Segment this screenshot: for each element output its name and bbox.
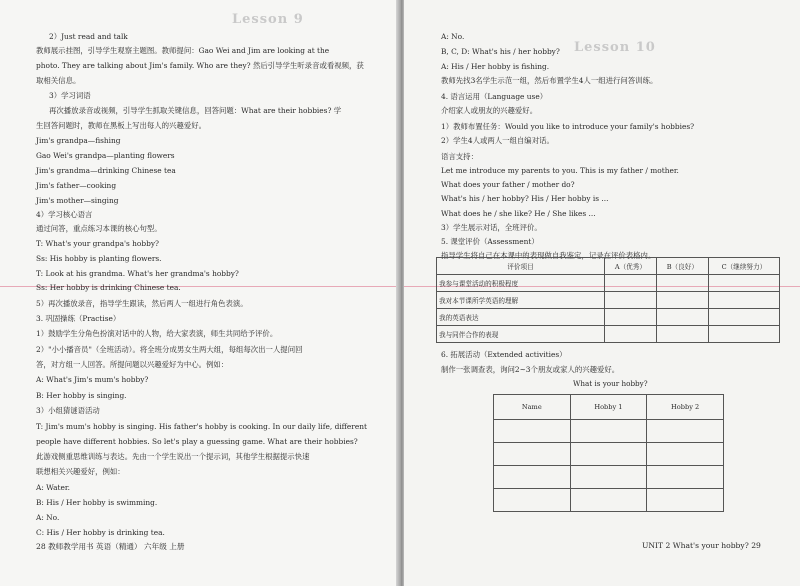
text-line: 生回答问题时，教师在黑板上写出每人的兴趣爱好。 <box>36 121 206 130</box>
text-line: Gao Wei's grandpa—planting flowers <box>36 151 175 160</box>
table-row <box>494 466 724 489</box>
assessment-header: C（继续努力） <box>708 258 779 275</box>
text-line: Jim's father—cooking <box>36 181 117 190</box>
text-line: T: What's your grandpa's hobby? <box>36 239 159 248</box>
extended-activities-text: 制作一张调查表，询问2~3个朋友或家人的兴趣爱好。 <box>441 365 620 374</box>
assessment-header: 评价项目 <box>437 258 605 275</box>
table-row <box>437 326 780 343</box>
survey-header: Hobby 1 <box>570 395 647 420</box>
text-line: Jim's grandpa—fishing <box>36 136 121 145</box>
text-line: 1）鼓励学生分角色扮演对话中的人物，给大家表演，师生共同给予评价。 <box>36 329 278 338</box>
text-line: A: Water. <box>36 483 70 492</box>
text-line: 4）学习核心语言 <box>36 210 93 219</box>
text-line: 答，对方组一人回答。所提问题以兴趣爱好为中心。例如： <box>36 360 229 369</box>
text-line: 2）Just read and talk <box>49 32 128 41</box>
text-line: 3）学习词语 <box>49 91 91 100</box>
text-line: 通过问答，重点练习本课的核心句型。 <box>36 224 162 233</box>
text-line: 2）学生4人或两人一组自编对话。 <box>441 136 554 145</box>
text-line: 5. 课堂评价（Assessment） <box>441 237 539 246</box>
text-line: 教师展示挂图，引导学生观察主题图。教师提问：Gao Wei and Jim are looking at the <box>36 46 330 55</box>
text-line: 语言支持： <box>441 152 478 161</box>
text-line: A: No. <box>441 32 465 41</box>
text-line: 取相关信息。 <box>36 76 81 85</box>
left-page-footer: 28 教师教学用书 英语（精通） 六年级 上册 <box>36 542 185 551</box>
assessment-item: 我对本节课所学英语的理解 <box>437 292 605 309</box>
table-row <box>437 309 780 326</box>
text-line: people have different hobbies. So let's play a guessing game. What are their hobbies? <box>36 437 358 446</box>
text-line: Let me introduce my parents to you. This is my father / mother. <box>441 166 679 175</box>
text-line: Jim's mother—singing <box>36 196 119 205</box>
hobby-survey-table <box>493 394 724 512</box>
table-row <box>494 489 724 512</box>
text-line: T: Look at his grandma. What's her grandma's hobby? <box>36 269 239 278</box>
text-line: 3）学生展示对话，全班评价。 <box>441 223 542 232</box>
text-line: 5）再次播放录音，指导学生跟读，然后两人一组进行角色表演。 <box>36 299 248 308</box>
text-line: 4. 语言运用（Language use） <box>441 92 548 101</box>
table-row <box>494 443 724 466</box>
table-row <box>437 275 780 292</box>
text-line: 指导学生将自己在本课中的表现做自我鉴定，记录在评价表格内。 <box>441 251 656 260</box>
text-line: What does your father / mother do? <box>441 180 575 189</box>
text-line: Ss: His hobby is planting flowers. <box>36 254 162 263</box>
text-line: 1）教师布置任务：Would you like to introduce your family's hobbies? <box>441 122 695 131</box>
text-line: What does he / she like? He / She likes ... <box>441 209 596 218</box>
text-line: B: Her hobby is singing. <box>36 391 127 400</box>
survey-header: Hobby 2 <box>647 395 724 420</box>
text-line: Ss: Her hobby is drinking Chinese tea. <box>36 283 181 292</box>
text-line: 再次播放录音或视频，引导学生抓取关键信息，回答问题：What are their hobbies? 学 <box>49 106 342 115</box>
table-row <box>437 292 780 309</box>
text-line: B, C, D: What's his / her hobby? <box>441 47 560 56</box>
text-line: B: His / Her hobby is swimming. <box>36 498 158 507</box>
text-line: What's his / her hobby? His / Her hobby is ... <box>441 194 609 203</box>
text-line: 介绍家人或朋友的兴趣爱好。 <box>441 106 538 115</box>
text-line: 3. 巩固操练（Practise） <box>36 314 121 323</box>
text-line: C: His / Her hobby is drinking tea. <box>36 528 165 537</box>
extended-activities-heading: 6. 拓展活动（Extended activities） <box>441 350 567 359</box>
text-line: 此游戏侧重思维训练与表达。先由一个学生说出一个提示词，其他学生根据提示快速 <box>36 452 310 461</box>
assessment-item: 我的英语表达 <box>437 309 605 326</box>
assessment-item: 我与同伴合作的表现 <box>437 326 605 343</box>
text-line: A: His / Her hobby is fishing. <box>441 62 550 71</box>
text-line: 3）小组猜谜语活动 <box>36 406 100 415</box>
assessment-item: 我参与课堂活动的积极程度 <box>437 275 605 292</box>
assessment-header: A（优秀） <box>605 258 657 275</box>
text-line: 教师先找3名学生示范一组，然后布置学生4人一组进行问答训练。 <box>441 76 658 85</box>
ghost-show-through: Lesson 9 <box>232 12 304 27</box>
text-line: photo. They are talking about Jim's family. Who are they? 然后引导学生听录音或看视频，获 <box>36 61 364 70</box>
right-page-footer: UNIT 2 What's your hobby? 29 <box>642 541 761 550</box>
assessment-header: B（良好） <box>656 258 708 275</box>
text-line: Jim's grandma—drinking Chinese tea <box>36 166 176 175</box>
ghost-show-through: Lesson 10 <box>574 40 656 55</box>
table-row <box>494 420 724 443</box>
survey-caption: What is your hobby? <box>573 379 648 388</box>
assessment-header-row <box>437 258 780 275</box>
survey-header-row <box>494 395 724 420</box>
text-line: 2）"小小播音员"（全班活动）。将全班分成男女生两大组，每组每次出一人提问回 <box>36 345 303 354</box>
text-line: 联想相关兴趣爱好，例如： <box>36 467 125 476</box>
text-line: A: What's Jim's mum's hobby? <box>36 375 149 384</box>
text-line: T: Jim's mum's hobby is singing. His father's hobby is cooking. In our daily life, different <box>36 422 367 431</box>
assessment-table <box>436 257 780 343</box>
text-line: A: No. <box>36 513 60 522</box>
survey-header: Name <box>494 395 571 420</box>
